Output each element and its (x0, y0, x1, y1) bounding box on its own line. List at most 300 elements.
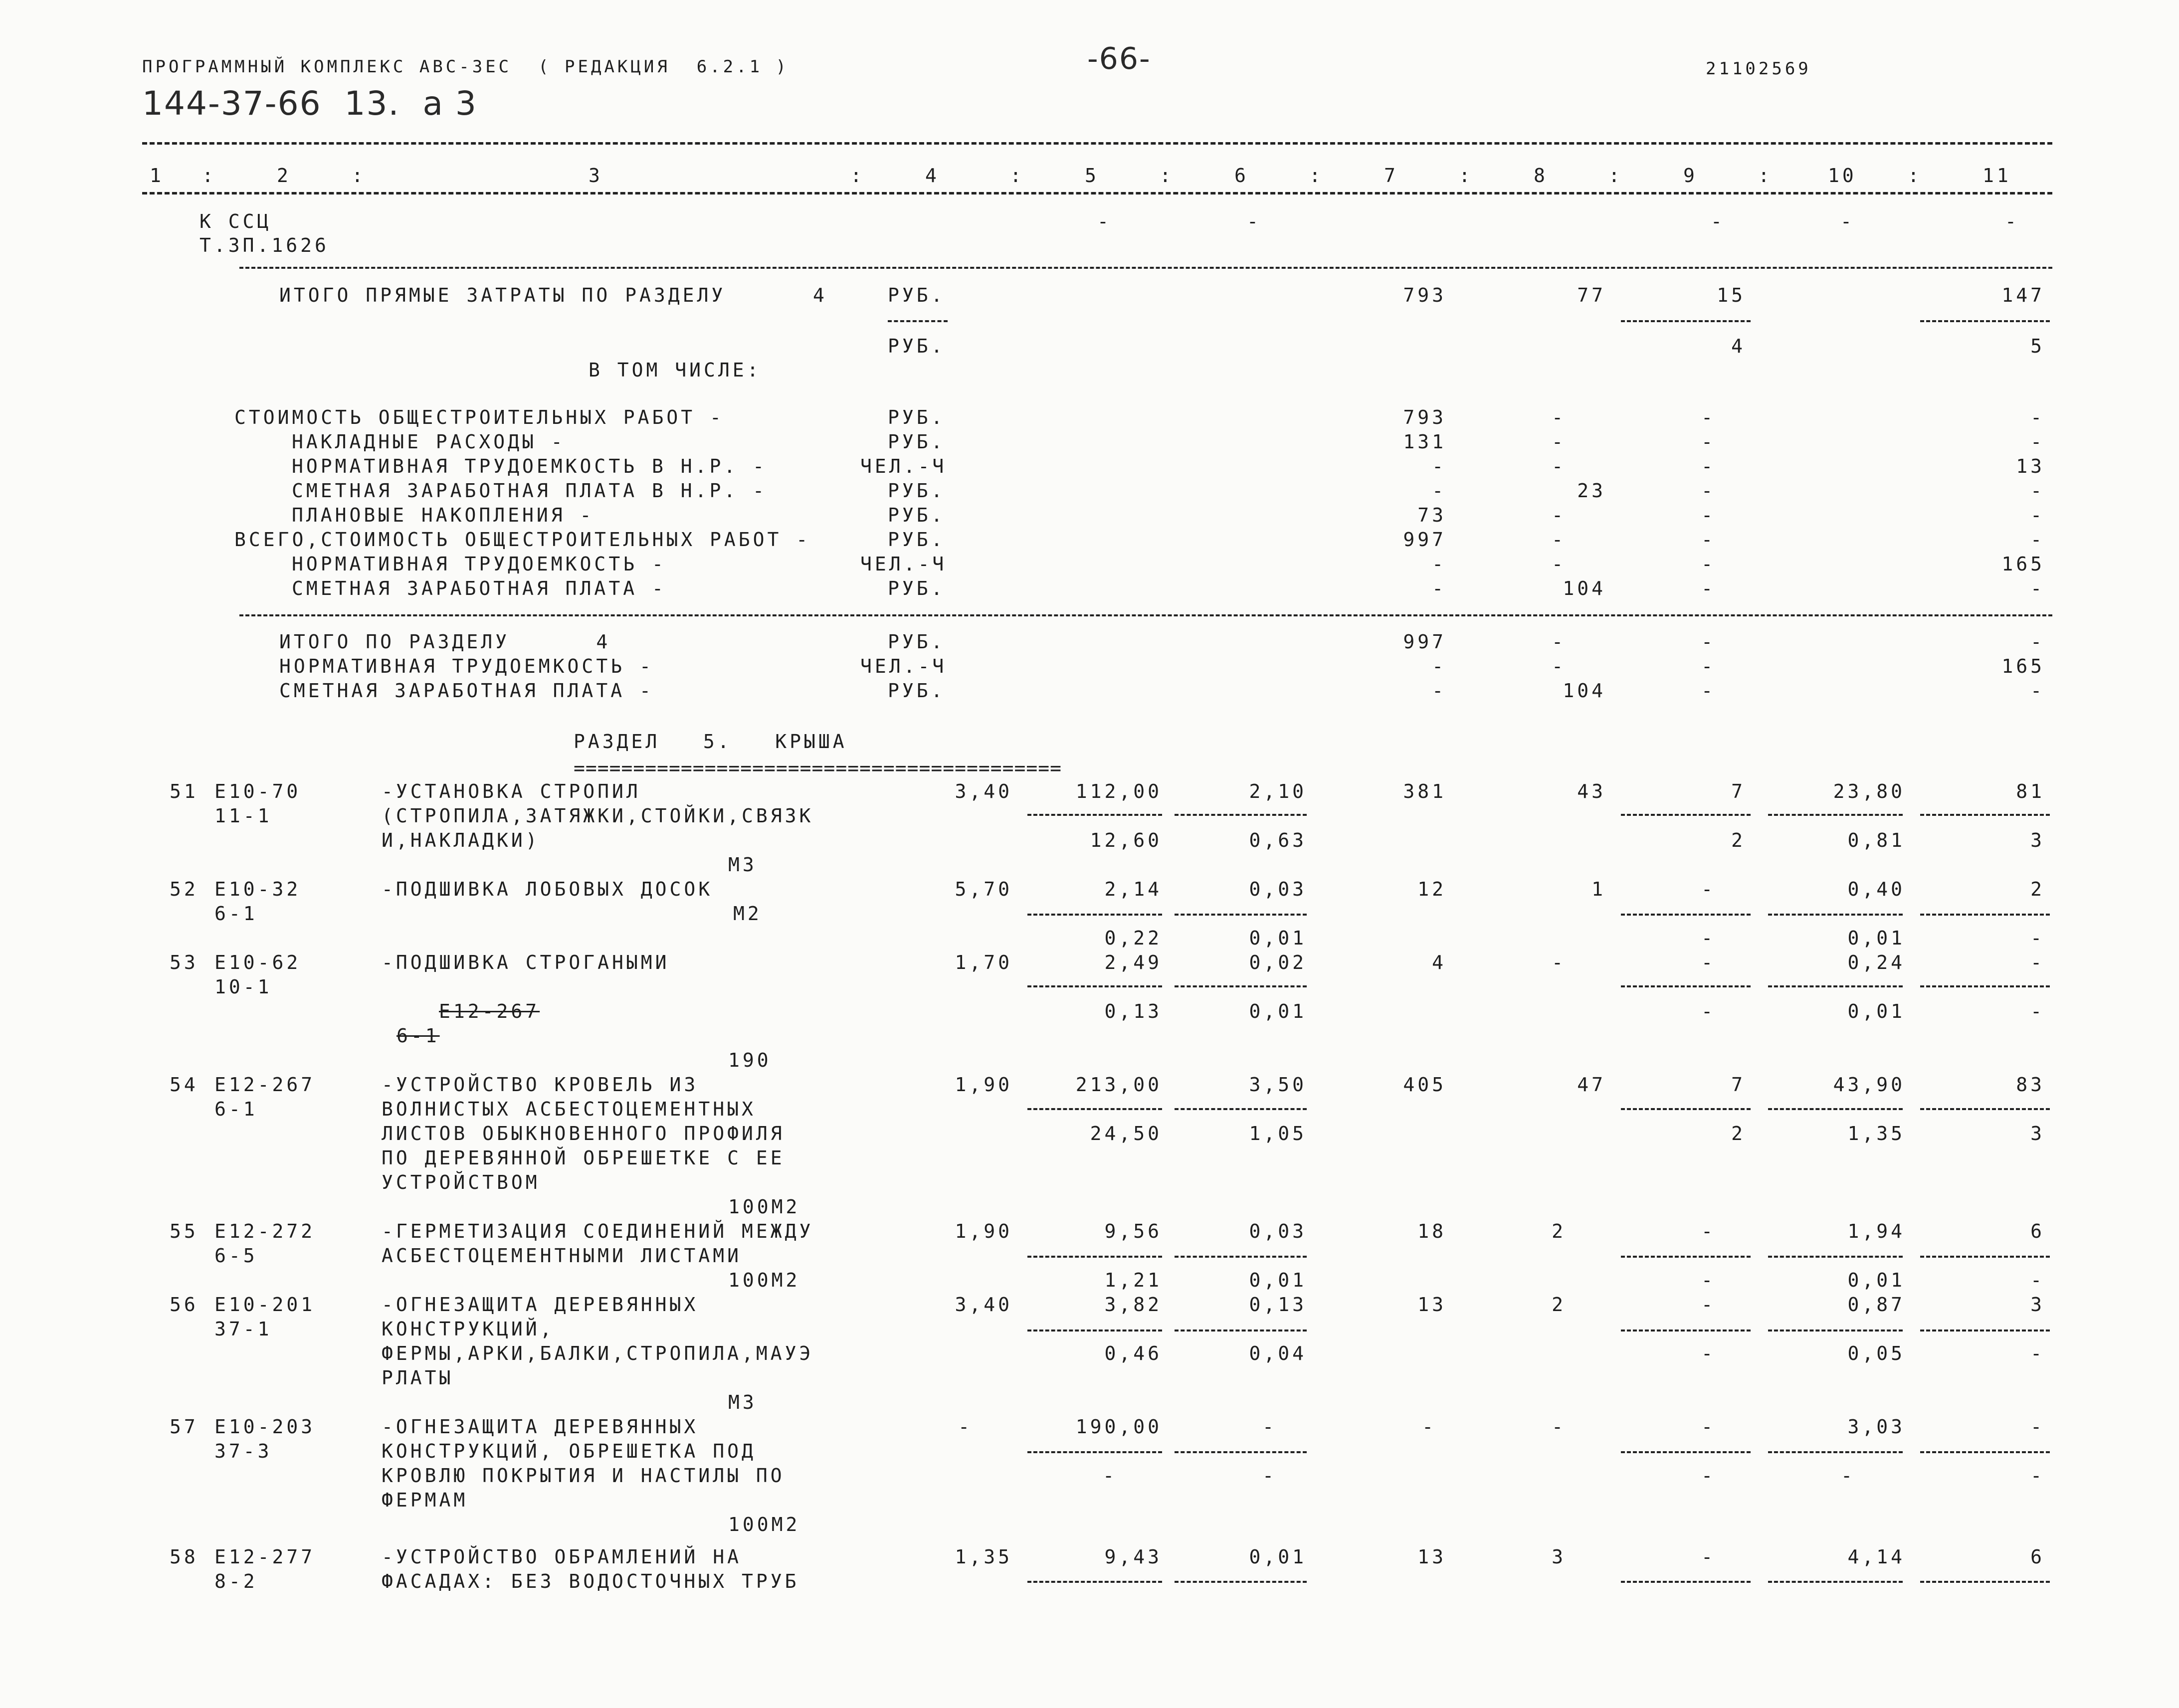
item-subcode: 6-1 (214, 903, 258, 925)
separator-line (1768, 1451, 1903, 1453)
row-c11: - (2030, 577, 2045, 599)
item-number: 56 (170, 1294, 198, 1316)
item-description: ФЕРМЫ,АРКИ,БАЛКИ,СТРОПИЛА,МАУЭ (382, 1342, 814, 1364)
row-c11: - (2030, 431, 2045, 453)
cell-c11b: - (2030, 1000, 2045, 1022)
row-c7: - (1432, 480, 1446, 502)
column-number: 2 (277, 165, 291, 187)
row-unit: РУБ. (888, 480, 946, 502)
column-number: 7 (1384, 165, 1398, 187)
item-number: 53 (170, 951, 198, 973)
row-c11: - (2030, 504, 2045, 526)
cell-c11: - (2005, 210, 2019, 232)
row-label: НОРМАТИВНАЯ ТРУДОЕМКОСТЬ - (292, 553, 666, 575)
separator-line (1768, 1581, 1903, 1583)
cell-c6: 0,01 (1249, 1546, 1307, 1568)
item-description: ФАСАДАХ: БЕЗ ВОДОСТОЧНЫХ ТРУБ (382, 1570, 799, 1592)
row-label: НОРМАТИВНАЯ ТРУДОЕМКОСТЬ В Н.Р. - (292, 455, 767, 477)
row-c9: - (1701, 529, 1716, 551)
row-c9: - (1701, 631, 1716, 653)
cell-c9b: - (1701, 1342, 1716, 1364)
cell-c5b: 0,13 (1104, 1000, 1162, 1022)
row-unit: ЧЕЛ.-Ч (860, 455, 947, 477)
row-c11: - (2030, 406, 2045, 428)
cell-c6b: 0,63 (1249, 829, 1307, 851)
cell-c7: 4 (1432, 951, 1446, 973)
cell-c11b: - (2030, 1465, 2045, 1487)
cell-c10: 0,24 (1847, 951, 1905, 973)
item-code: Е10-203 (214, 1416, 316, 1438)
item-description: (СТРОПИЛА,ЗАТЯЖКИ,СТОЙКИ,СВЯЗК (382, 805, 814, 827)
cell-c8: 2 (1552, 1220, 1566, 1242)
item-description: -ПОДШИВКА СТРОГАНЫМИ (382, 951, 670, 973)
separator-line (1621, 1256, 1751, 1258)
separator-line (1920, 985, 2050, 987)
separator-line (1621, 1581, 1751, 1583)
cell-c5b: 12,60 (1090, 829, 1162, 851)
item-unit: 190 (728, 1049, 772, 1071)
separator-line (1920, 914, 2050, 916)
cell-c9b: - (1701, 1269, 1716, 1291)
cell-c10b: 0,81 (1847, 829, 1905, 851)
totals-direct-c9: 15 (1717, 284, 1746, 306)
item-description: ВОЛНИСТЫХ АСБЕСТОЦЕМЕНТНЫХ (382, 1098, 756, 1120)
row-c11: - (2030, 631, 2045, 653)
cell-c10: 0,40 (1847, 878, 1905, 900)
cell-c8: 2 (1552, 1294, 1566, 1316)
item-description: ЛИСТОВ ОБЫКНОВЕННОГО ПРОФИЛЯ (382, 1123, 785, 1144)
cell-c8: 3 (1552, 1546, 1566, 1568)
cell-c5: 9,56 (1104, 1220, 1162, 1242)
separator-line (1768, 914, 1903, 916)
cell-c11: 81 (2016, 780, 2045, 802)
separator-line (1920, 814, 2050, 816)
reference-line-2: Т.3П.1626 (199, 234, 329, 256)
separator-line (1027, 1581, 1162, 1583)
separator-line (1768, 1256, 1903, 1258)
cell-c11: 6 (2030, 1546, 2045, 1568)
separator-line (1027, 814, 1162, 816)
cell-c9: - (1701, 878, 1716, 900)
column-number: 4 (925, 165, 940, 187)
cell-c9: - (1711, 210, 1725, 232)
cell-c5: 2,14 (1104, 878, 1162, 900)
cell-c4: 5,70 (955, 878, 1012, 900)
column-separator: : (1908, 165, 1922, 187)
item-unit: М2 (733, 903, 762, 925)
item-description: ФЕРМАМ (382, 1489, 468, 1511)
cell-c9: - (1701, 1294, 1716, 1316)
item-description: -ОГНЕЗАЩИТА ДЕРЕВЯННЫХ (382, 1416, 699, 1438)
row-label: НАКЛАДНЫЕ РАСХОДЫ - (292, 431, 566, 453)
item-description: КРОВЛЮ ПОКРЫТИЯ И НАСТИЛЫ ПО (382, 1465, 785, 1487)
document-number: 21102569 (1706, 59, 1811, 79)
column-separator: : (1758, 165, 1773, 187)
column-number: 3 (589, 165, 603, 187)
cell-c11: - (2030, 951, 2045, 973)
row-c9: - (1701, 455, 1716, 477)
totals-direct-unit: РУБ. (888, 284, 946, 306)
cell-c10: 3,03 (1847, 1416, 1905, 1438)
separator-line (1175, 1329, 1307, 1331)
cell-c7: - (1422, 1416, 1436, 1438)
row-c11: - (2030, 480, 2045, 502)
separator-line (1920, 1451, 2050, 1453)
separator-line (239, 267, 2052, 269)
crossed-out-code: Е12-267 (439, 1000, 540, 1022)
cell-c6: 0,03 (1249, 1220, 1307, 1242)
separator-line (1768, 985, 1903, 987)
item-code: Е10-201 (214, 1294, 316, 1316)
cell-c5: 213,00 (1075, 1074, 1162, 1096)
separator-line (1621, 1451, 1751, 1453)
separator-line (1175, 1108, 1307, 1110)
row-label: СМЕТНАЯ ЗАРАБОТНАЯ ПЛАТА - (279, 680, 654, 702)
row-c8: - (1552, 504, 1566, 526)
totals-direct-unit-2: РУБ. (888, 335, 946, 357)
cell-c4: 1,90 (955, 1220, 1012, 1242)
row-label: ПЛАНОВЫЕ НАКОПЛЕНИЯ - (292, 504, 594, 526)
row-unit: ЧЕЛ.-Ч (860, 553, 947, 575)
item-description: КОНСТРУКЦИЙ, (382, 1318, 555, 1340)
item-unit: 100М2 (728, 1269, 800, 1291)
separator-line (142, 142, 2052, 145)
cell-c11: 6 (2030, 1220, 2045, 1242)
column-number: 1 (150, 165, 164, 187)
cell-c11: 2 (2030, 878, 2045, 900)
row-c7: 997 (1403, 631, 1446, 653)
item-number: 57 (170, 1416, 198, 1438)
program-header: ПРОГРАММНЫЙ КОМПЛЕКС АВС-ЗЕС ( РЕДАКЦИЯ 6.2.1 ) (142, 57, 790, 77)
totals-direct-c11b: 5 (2030, 335, 2045, 357)
cell-c10b: 0,01 (1847, 1269, 1905, 1291)
cell-c6: 2,10 (1249, 780, 1307, 802)
column-number: 10 (1828, 165, 1857, 187)
column-separator: : (352, 165, 366, 187)
column-separator: : (1160, 165, 1174, 187)
cell-c5b: 1,21 (1104, 1269, 1162, 1291)
item-code: Е12-272 (214, 1220, 316, 1242)
cell-c8: - (1552, 1416, 1566, 1438)
column-number: 11 (1982, 165, 2011, 187)
cell-c7: 13 (1417, 1294, 1446, 1316)
cell-c11b: - (2030, 927, 2045, 949)
cell-c10: 4,14 (1847, 1546, 1905, 1568)
item-unit: М3 (728, 854, 757, 876)
totals-direct-section: 4 (813, 284, 827, 306)
separator-line (1027, 1329, 1162, 1331)
row-unit: РУБ. (888, 504, 946, 526)
row-c8: - (1552, 655, 1566, 677)
cell-c6b: - (1262, 1465, 1277, 1487)
row-c9: - (1701, 553, 1716, 575)
cell-c5b: 24,50 (1090, 1123, 1162, 1144)
row-c7: - (1432, 455, 1446, 477)
cell-c6: 0,13 (1249, 1294, 1307, 1316)
row-c9: - (1701, 406, 1716, 428)
cell-c5b: 0,46 (1104, 1342, 1162, 1364)
column-separator: : (202, 165, 216, 187)
separator-line (888, 320, 948, 322)
item-subcode: 6-1 (214, 1098, 258, 1120)
separator-line (1920, 320, 2050, 322)
cell-c5b: 0,22 (1104, 927, 1162, 949)
row-c11: 165 (2001, 553, 2045, 575)
separator-line (1920, 1581, 2050, 1583)
cell-c9: - (1701, 951, 1716, 973)
separator-line (1621, 1108, 1751, 1110)
cell-c5: 112,00 (1075, 780, 1162, 802)
item-unit: М3 (728, 1391, 757, 1413)
item-unit: 100М2 (728, 1196, 800, 1218)
separator-line (1175, 914, 1307, 916)
item-description: -УСТАНОВКА СТРОПИЛ (382, 780, 641, 802)
cell-c10b: - (1841, 1465, 1855, 1487)
row-unit: РУБ. (888, 577, 946, 599)
item-description: ПО ДЕРЕВЯННОЙ ОБРЕШЕТКЕ С ЕЕ (382, 1147, 785, 1169)
cell-c4: 1,35 (955, 1546, 1012, 1568)
row-c7: - (1432, 655, 1446, 677)
reference-line-1: К ССЦ (199, 210, 272, 232)
item-description: -ОГНЕЗАЩИТА ДЕРЕВЯННЫХ (382, 1294, 699, 1316)
separator-line (1027, 1108, 1162, 1110)
row-unit: РУБ. (888, 431, 946, 453)
row-c9: - (1701, 577, 1716, 599)
item-code: Е12-267 (214, 1074, 316, 1096)
row-c7: 997 (1403, 529, 1446, 551)
item-description: -УСТРОЙСТВО ОБРАМЛЕНИЙ НА (382, 1546, 742, 1568)
item-number: 54 (170, 1074, 198, 1096)
column-separator: : (1010, 165, 1024, 187)
including-heading: В ТОМ ЧИСЛЕ: (589, 359, 762, 381)
cell-c6b: 0,01 (1249, 927, 1307, 949)
handwritten-reference: 144-37-66 13. a 3 (142, 84, 477, 123)
cell-c10b: 1,35 (1847, 1123, 1905, 1144)
cell-c10: 23,80 (1833, 780, 1905, 802)
cell-c7: 18 (1417, 1220, 1446, 1242)
cell-c5b: - (1103, 1465, 1117, 1487)
cell-c11b: - (2030, 1269, 2045, 1291)
row-c7: - (1432, 577, 1446, 599)
row-c9: - (1701, 431, 1716, 453)
cell-c10b: 0,01 (1847, 1000, 1905, 1022)
totals-direct-c9b: 4 (1731, 335, 1746, 357)
row-c9: - (1701, 480, 1716, 502)
cell-c4: 1,90 (955, 1074, 1012, 1096)
row-c8: 104 (1563, 680, 1606, 702)
item-subcode: 37-3 (214, 1440, 272, 1462)
separator-line (1175, 1451, 1307, 1453)
item-number: 52 (170, 878, 198, 900)
item-code: Е10-32 (214, 878, 301, 900)
totals-direct-c7: 793 (1403, 284, 1446, 306)
item-number: 58 (170, 1546, 198, 1568)
column-separator: : (1608, 165, 1623, 187)
row-label: СМЕТНАЯ ЗАРАБОТНАЯ ПЛАТА В Н.Р. - (292, 480, 767, 502)
row-c7: - (1432, 680, 1446, 702)
cell-c10b: 0,05 (1847, 1342, 1905, 1364)
cell-c6b: 0,04 (1249, 1342, 1307, 1364)
separator-line (1027, 914, 1162, 916)
row-label: ВСЕГО,СТОИМОСТЬ ОБЩЕСТРОИТЕЛЬНЫХ РАБОТ - (234, 529, 811, 551)
row-c7: 793 (1403, 406, 1446, 428)
separator-line (142, 192, 2052, 194)
cell-c6b: 0,01 (1249, 1000, 1307, 1022)
separator-line (1621, 814, 1751, 816)
separator-line (1621, 985, 1751, 987)
item-number: 51 (170, 780, 198, 802)
cell-c7: 13 (1417, 1546, 1446, 1568)
row-c8: - (1552, 406, 1566, 428)
separator-line (1768, 814, 1903, 816)
cell-c5: 3,82 (1104, 1294, 1162, 1316)
item-description: КОНСТРУКЦИЙ, ОБРЕШЕТКА ПОД (382, 1440, 756, 1462)
item-description: -УСТРОЙСТВО КРОВЕЛЬ ИЗ (382, 1074, 699, 1096)
cell-c11b: - (2030, 1342, 2045, 1364)
row-unit: РУБ. (888, 631, 946, 653)
cell-c4: 1,70 (955, 951, 1012, 973)
separator-line (1920, 1329, 2050, 1331)
cell-c5: 190,00 (1075, 1416, 1162, 1438)
cell-c10: 43,90 (1833, 1074, 1905, 1096)
cell-c6b: 0,01 (1249, 1269, 1307, 1291)
cell-c7: 405 (1403, 1074, 1446, 1096)
cell-c8: 47 (1577, 1074, 1606, 1096)
page-number: -66- (1087, 41, 1151, 76)
cell-c9: - (1701, 1546, 1716, 1568)
row-label: СТОИМОСТЬ ОБЩЕСТРОИТЕЛЬНЫХ РАБОТ - (234, 406, 724, 428)
row-unit: РУБ. (888, 680, 946, 702)
cell-c4: - (958, 1416, 973, 1438)
row-unit: ЧЕЛ.-Ч (860, 655, 947, 677)
cell-c11: 83 (2016, 1074, 2045, 1096)
separator-line (239, 614, 2052, 616)
row-c8: 23 (1577, 480, 1606, 502)
cell-c9: 7 (1731, 1074, 1746, 1096)
separator-line (1621, 320, 1751, 322)
totals-direct-c11: 147 (2001, 284, 2045, 306)
separator-line (1175, 985, 1307, 987)
totals-direct-c8: 77 (1577, 284, 1606, 306)
item-description: УСТРОЙСТВОМ (382, 1171, 540, 1193)
cell-c8: - (1552, 951, 1566, 973)
separator-line (1920, 1108, 2050, 1110)
item-subcode: 37-1 (214, 1318, 272, 1340)
row-c11: 165 (2001, 655, 2045, 677)
section-title: РАЗДЕЛ 5. КРЫША (574, 731, 847, 753)
item-description: И,НАКЛАДКИ) (382, 829, 540, 851)
item-subcode: 11-1 (214, 805, 272, 827)
cell-c8: 1 (1591, 878, 1606, 900)
row-c8: - (1552, 455, 1566, 477)
cell-c8: 43 (1577, 780, 1606, 802)
cell-c10b: 0,01 (1847, 927, 1905, 949)
cell-c6: - (1262, 1416, 1277, 1438)
cell-c6: 0,02 (1249, 951, 1307, 973)
column-number: 6 (1234, 165, 1249, 187)
row-c11: - (2030, 680, 2045, 702)
separator-line (1768, 1108, 1903, 1110)
row-c11: - (2030, 529, 2045, 551)
crossed-out-subcode: 6-1 (396, 1025, 440, 1047)
column-separator: : (850, 165, 865, 187)
row-c8: - (1552, 431, 1566, 453)
row-unit: РУБ. (888, 529, 946, 551)
cell-c7: 12 (1417, 878, 1446, 900)
item-code: Е10-70 (214, 780, 301, 802)
item-number: 55 (170, 1220, 198, 1242)
separator-line (1768, 1329, 1903, 1331)
row-c8: - (1552, 631, 1566, 653)
row-c9: - (1701, 504, 1716, 526)
cell-c11b: 3 (2030, 1123, 2045, 1144)
cell-c10: 1,94 (1847, 1220, 1905, 1242)
separator-line (1920, 1256, 2050, 1258)
section-underline: ========================================= (574, 757, 1062, 779)
separator-line (1621, 914, 1751, 916)
column-separator: : (1459, 165, 1473, 187)
item-subcode: 8-2 (214, 1570, 258, 1592)
cell-c9b: - (1701, 1000, 1716, 1022)
row-c8: 104 (1563, 577, 1606, 599)
row-c7: 73 (1417, 504, 1446, 526)
row-c9: - (1701, 655, 1716, 677)
item-code: Е12-277 (214, 1546, 316, 1568)
cell-c6: - (1247, 210, 1261, 232)
separator-line (1175, 1256, 1307, 1258)
cell-c5: 9,43 (1104, 1546, 1162, 1568)
item-description: -ГЕРМЕТИЗАЦИЯ СОЕДИНЕНИЙ МЕЖДУ (382, 1220, 814, 1242)
cell-c6: 0,03 (1249, 878, 1307, 900)
row-c7: - (1432, 553, 1446, 575)
row-c11: 13 (2016, 455, 2045, 477)
separator-line (1027, 985, 1162, 987)
item-description: АСБЕСТОЦЕМЕНТНЫМИ ЛИСТАМИ (382, 1245, 742, 1267)
cell-c10: - (1840, 210, 1855, 232)
item-unit: 100М2 (728, 1514, 800, 1535)
row-label: ИТОГО ПО РАЗДЕЛУ 4 (279, 631, 611, 653)
row-c8: - (1552, 553, 1566, 575)
cell-c4: 3,40 (955, 780, 1012, 802)
column-separator: : (1309, 165, 1324, 187)
totals-direct-label: ИТОГО ПРЯМЫЕ ЗАТРАТЫ ПО РАЗДЕЛУ (279, 284, 726, 306)
cell-c10: 0,87 (1847, 1294, 1905, 1316)
cell-c6b: 1,05 (1249, 1123, 1307, 1144)
cell-c9b: - (1701, 927, 1716, 949)
cell-c9b: 2 (1731, 829, 1746, 851)
cell-c9: - (1701, 1416, 1716, 1438)
cell-c5: 2,49 (1104, 951, 1162, 973)
cell-c9: - (1701, 1220, 1716, 1242)
row-label: СМЕТНАЯ ЗАРАБОТНАЯ ПЛАТА - (292, 577, 666, 599)
cell-c9b: - (1701, 1465, 1716, 1487)
item-description: -ПОДШИВКА ЛОБОВЫХ ДОСОК (382, 878, 713, 900)
cell-c11: - (2030, 1416, 2045, 1438)
column-number: 5 (1085, 165, 1099, 187)
separator-line (1027, 1256, 1162, 1258)
row-c8: - (1552, 529, 1566, 551)
separator-line (1621, 1329, 1751, 1331)
item-code: Е10-62 (214, 951, 301, 973)
cell-c9b: 2 (1731, 1123, 1746, 1144)
cell-c5: - (1097, 210, 1112, 232)
cell-c11: 3 (2030, 1294, 2045, 1316)
item-subcode: 6-5 (214, 1245, 258, 1267)
row-unit: РУБ. (888, 406, 946, 428)
item-subcode: 10-1 (214, 976, 272, 998)
separator-line (1175, 814, 1307, 816)
cell-c9: 7 (1731, 780, 1746, 802)
